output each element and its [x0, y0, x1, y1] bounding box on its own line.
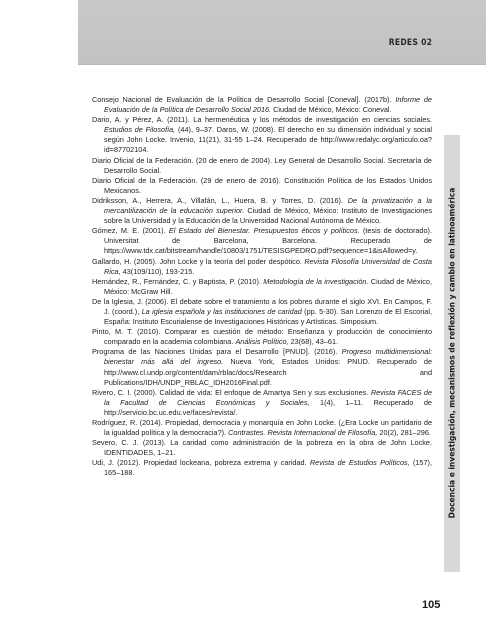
reference-title: La iglesia española y las instituciones de caridad	[141, 306, 302, 316]
reference-text: Rivero, C. I. (2000). Calidad de vida: El enfoque de Amartya Sen y sus exclusiones.	[92, 387, 371, 397]
reference-title: Metodología de la investigación.	[263, 276, 369, 286]
reference-text: 23(68), 43–61.	[288, 337, 339, 347]
reference-entry	[92, 347, 432, 387]
reference-text: Pinto, M. T. (2010). Comparar es cuestión de método: Enseñanza y producción de conocimiento comparado en la academia colombiana.	[92, 327, 432, 347]
reference-entry	[92, 327, 432, 347]
reference-entry	[92, 458, 432, 478]
reference-text: (44), 9–37. Daros, W. (2008). El derecho en su dimensión individual y social según John Locke. Invenio, 11(21), 31-55 1–24. Recuperado de http://www.redalyc.org/articulo.oa?id=87702104.	[104, 125, 432, 155]
reference-text: (pp. 5-30). San Lorenzo de El Escorial, España: Instituto Escurialense de Investigaciones Históricas y Artísticas. Simposium.	[104, 306, 432, 327]
reference-text: 1(4), 1–11. Recuperado de http://servicio.bc.uc.edu.ve/faces/revista/.	[104, 397, 432, 417]
reference-text: Gómez, M. E. (2001).	[92, 226, 169, 236]
reference-text: Nueva York, Estados Unidos: PNUD. Recuperado de http://www.cl.undp.org/content/dam/rblac/docs/Research and Publications/IDH/UNDP_RBLAC_IDH2016Final.pdf.	[104, 357, 433, 387]
reference-text: 20(2), 281–296.	[377, 428, 431, 438]
reference-text: Diario Oficial de la Federación. (20 de enero de 2004). Ley General de Desarrollo Social. Secretaría de Desarrollo Social.	[92, 155, 432, 175]
reference-text: Rodríguez, R. (2014). Propiedad, democracia y monarquía en John Locke. (¿Era Locke un partidario de la igualdad política y la democracia?).	[92, 418, 432, 438]
reference-entry	[92, 226, 432, 256]
reference-text: Hernández, R., Fernández, C. y Baptista, P. (2010).	[92, 276, 264, 286]
reference-entry	[92, 156, 432, 176]
reference-text: Gallardo, H. (2005). John Locke y la teoría del poder despótico.	[92, 256, 305, 266]
reference-entry	[92, 176, 432, 196]
reference-title: Estudios de Filosofía,	[104, 125, 176, 135]
reference-entry	[92, 196, 432, 226]
reference-title: Análisis Político,	[235, 337, 289, 347]
reference-text: Programa de las Naciones Unidas para el Desarrollo [PNUD]. (2016).	[92, 347, 342, 357]
reference-entry	[92, 115, 432, 155]
reference-entry	[92, 418, 432, 438]
reference-text: Ciudad de México, México: Coneval.	[271, 105, 392, 115]
reference-entry	[92, 388, 432, 418]
reference-title: Informe de Evaluación de la Política de Desarrollo Social 2016.	[104, 95, 432, 115]
reference-entry	[92, 438, 432, 458]
reference-title: Revista de Estudios Políticos,	[309, 458, 410, 468]
page-number: 105	[422, 599, 441, 611]
reference-text: Diario Oficial de la Federación. (29 de enero de 2016). Constitución Política de los Estados Unidos Mexicanos.	[92, 175, 432, 195]
reference-title: Revista Filosofía Universidad de Costa Rica,	[104, 256, 432, 276]
reference-title: Revista FACES de la Facultad de Ciencias Económicas y Sociales,	[104, 387, 433, 407]
reference-list	[92, 95, 432, 479]
header-bar	[78, 0, 486, 65]
reference-title: Progreso multidimensional: bienestar más allá del ingreso.	[104, 347, 432, 367]
reference-text: Udi, J. (2012). Propiedad lockeana, pobreza extrema y caridad.	[92, 458, 310, 468]
running-header: REDES 02	[388, 38, 432, 48]
reference-entry	[92, 95, 432, 115]
reference-text: Ciudad de México, México: McGraw Hill.	[104, 276, 432, 296]
reference-text: Consejo Nacional de Evaluación de la Política de Desarrollo Social [Coneval]. (2017b).	[92, 95, 396, 104]
reference-title: El Estado del Bienestar. Presupuestos éticos y políticos.	[168, 226, 360, 236]
reference-text: Didriksson, A., Herrera, A., Villafán, L., Huera, B. y Torres, D. (2016).	[92, 195, 348, 205]
reference-entry	[92, 257, 432, 277]
reference-text: De la Iglesia, J. (2006). El debate sobre el tratamiento a los pobres durante el siglo XVI. En Campos, F. J. (coord.),	[92, 296, 432, 316]
reference-text: (tesis de doctorado). Universitat de Barcelona, Barcelona. Recuperado de https://www.tdx.cat/bitstream/handle/10803/1751/TESISGPEDRO.pdf?sequence=1&isAllowed=y.	[104, 226, 433, 256]
side-tab-label: Docencia e investigación, mecanismos de reflexión y cambio en latinoamérica	[447, 187, 457, 519]
reference-title: Contrastes. Revista Internacional de Filosofía,	[228, 428, 378, 438]
reference-title: De la privatización a la mercantilización de la educación superior.	[104, 195, 432, 216]
reference-text: 43(109/110), 193-215.	[120, 266, 195, 276]
reference-entry	[92, 297, 432, 327]
reference-entry	[92, 277, 432, 297]
reference-text: Ciudad de México, México: Instituto de Investigaciones sobre la Universidad y la Educación de la Universidad Nacional Autónoma de México.	[104, 206, 432, 226]
reference-text: (157), 165–188.	[104, 458, 433, 478]
reference-text: Dario, A. y Pérez, A. (2011). La hermenéutica y los métodos de investigación en ciencias sociales.	[92, 115, 432, 125]
reference-text: Severo, C. J. (2013). La caridad como administración de la pobreza en la obra de John Locke. IDENTIDADES, 1–21.	[92, 438, 432, 458]
